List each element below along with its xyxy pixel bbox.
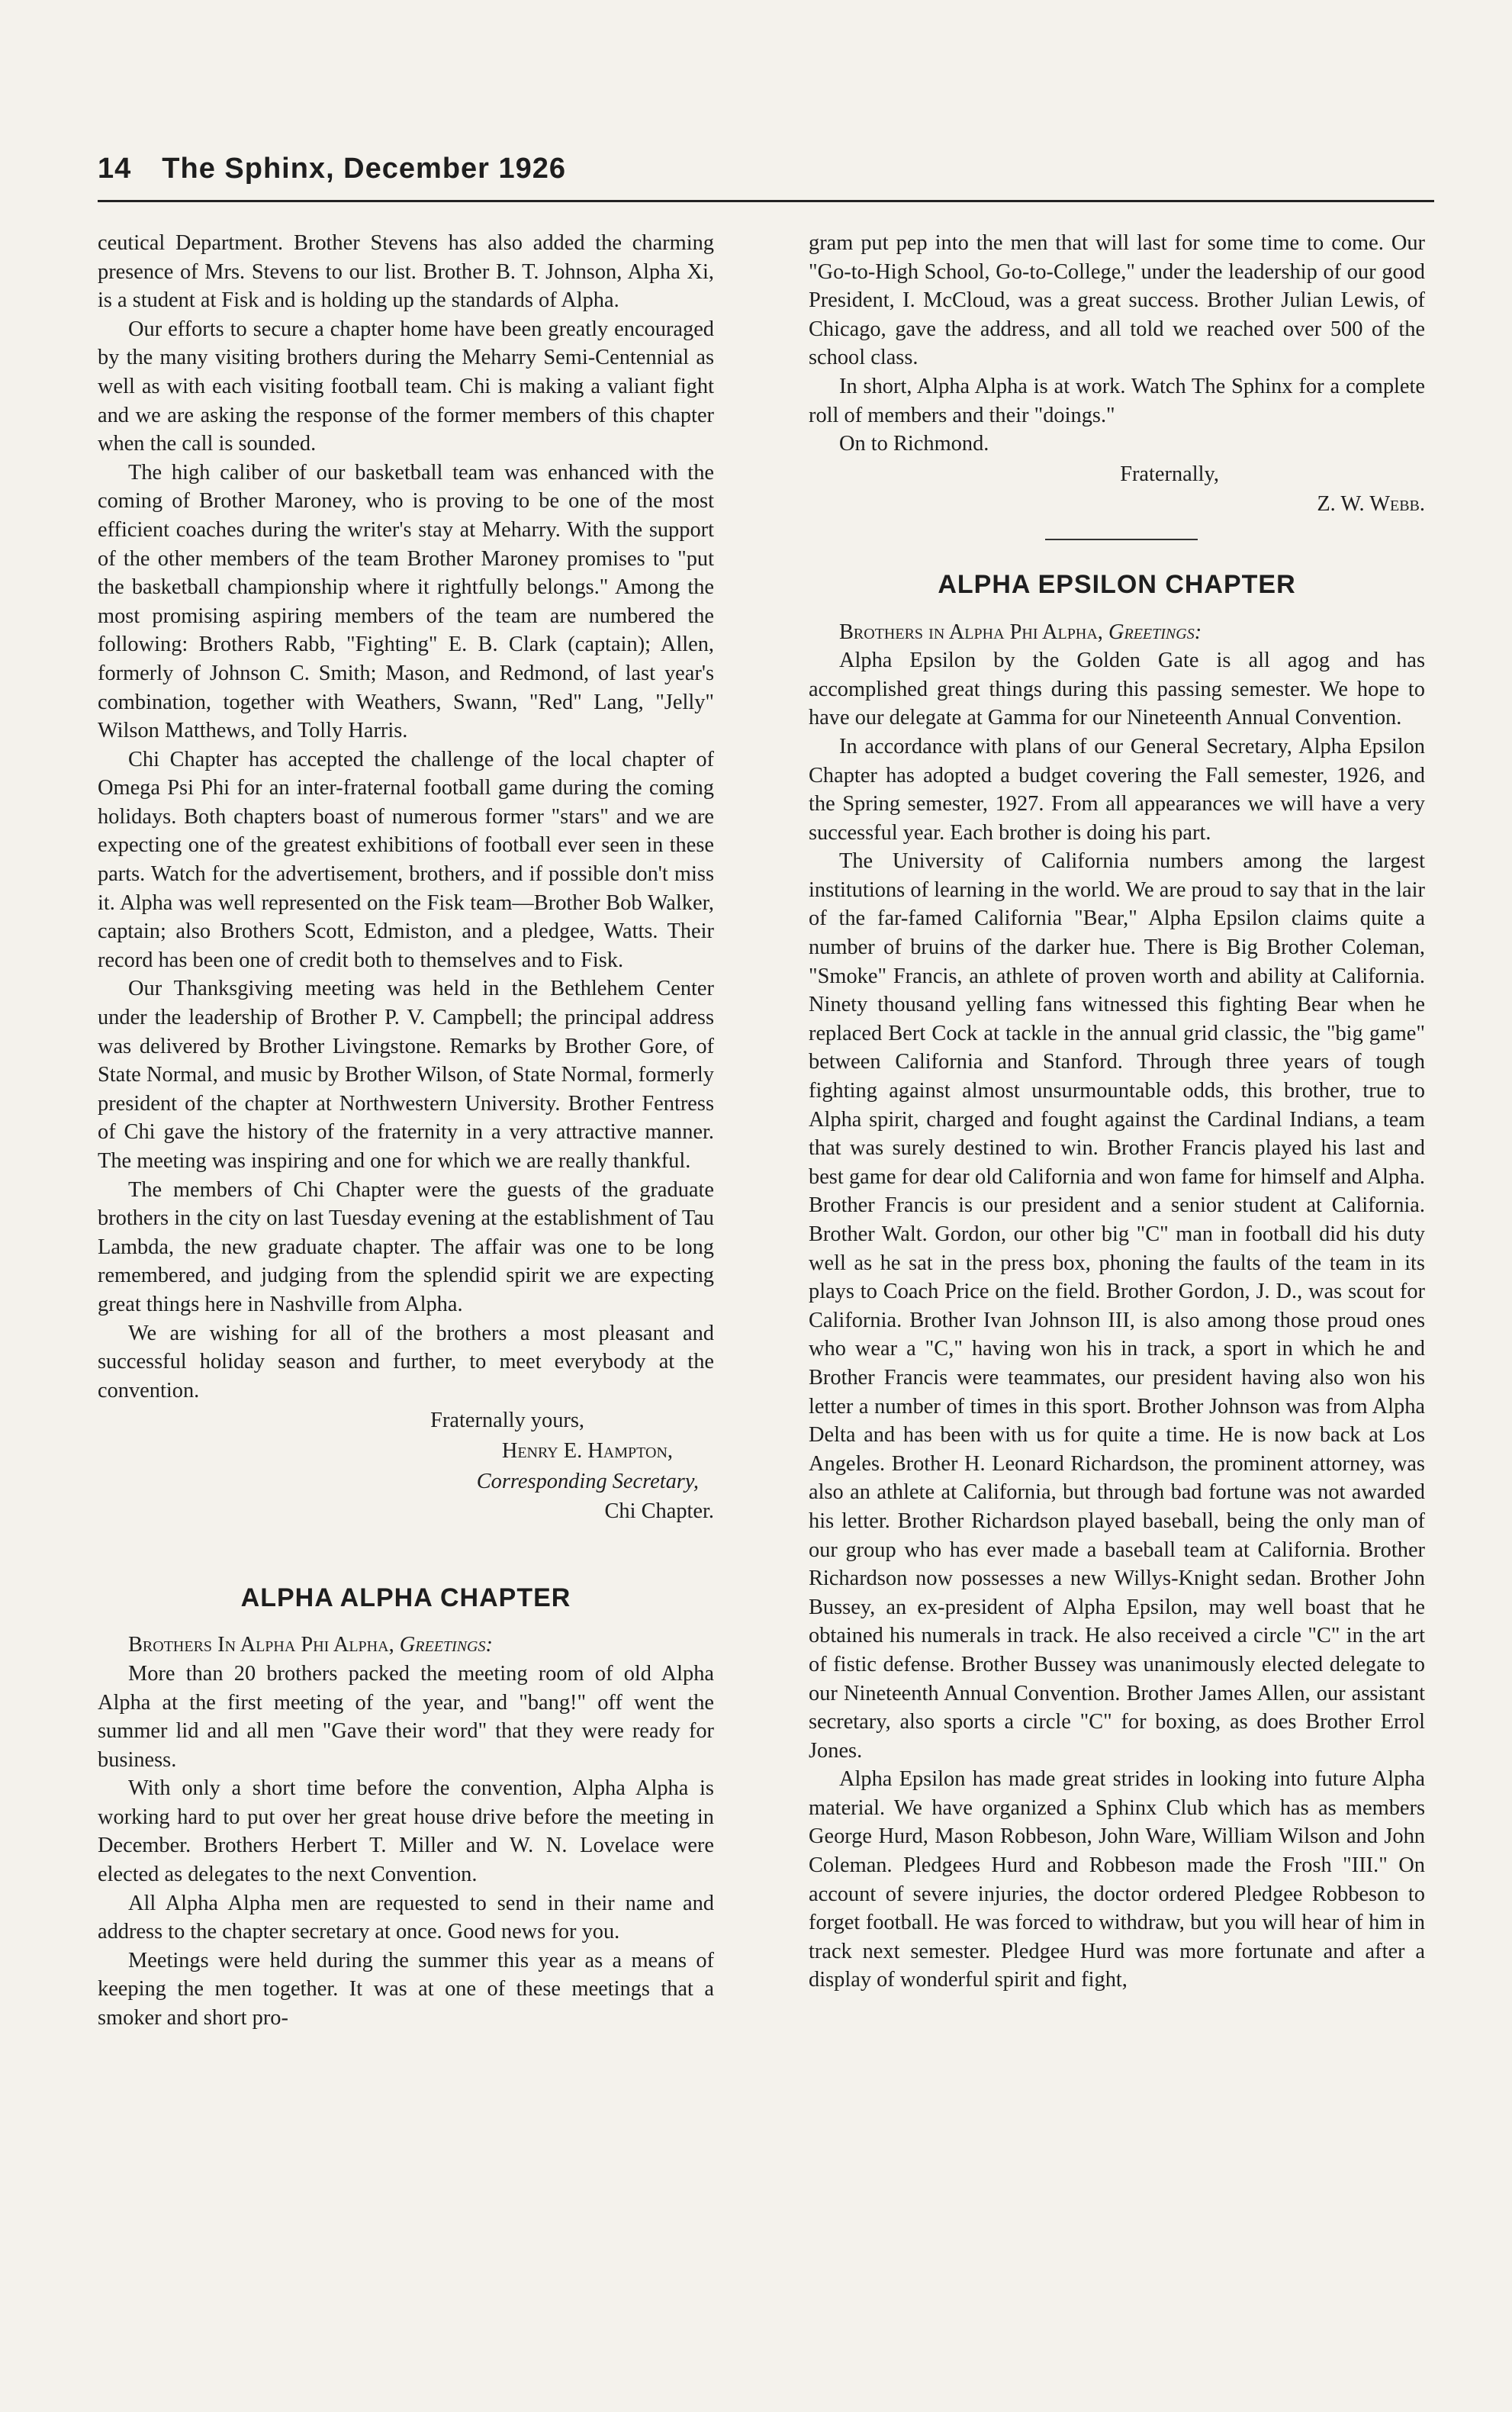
alpha-alpha-paragraph: In short, Alpha Alpha is at work. Watch The Sphinx for a complete roll of members and their "doings." bbox=[809, 374, 1425, 427]
salutation-brothers: Brothers in Alpha Phi Alpha, bbox=[839, 620, 1103, 644]
alpha-alpha-paragraph: With only a short time before the convention, Alpha Alpha is working hard to put over her great house drive before the meeting in December. Brothers Herbert T. Miller and W. N. Lovelace were elected as delegates to the next Convention. bbox=[98, 1776, 714, 1887]
alpha-epsilon-paragraph: The University of California numbers among the largest institutions of learning in the world. We are proud to say that in the lair of the far-famed California "Bear," Alpha Epsilon claims quite a number of bruins of the darker hue. There is Big Brother Coleman, "Smoke" Francis, an athlete of proven worth and ability at California. Ninety thousand yelling fans witnessed this fighting Bear when he replaced Bert Cock at tackle in the annual grid classic, the "big game" between California and Stanford. Through three years of tough fighting against almost unsurmountable odds, this brother, true to Alpha spirit, charged and fought against the Cardinal Indians, a team that was surely destined to win. Brother Francis played his last and best game for dear old California and won fame for himself and Alpha. Brother Francis is our president and a senior student at California. Brother Walt. Gordon, our other big "C" man in football did his duty well as he sat in the press box, phoning the faults of the team in its plays to Coach Price on the field. Brother Gordon, J. D., was scout for California. Brother Ivan Johnson III, is also among those proud ones who wear a "C," having won his in track, a sport in which he and Brother Francis were teammates, our president having also won his letter a number of times in this sport. Brother Johnson was from Alpha Delta and has been with us for quite a time. He is now back at Los Angeles. Brother H. Leonard Richardson, the prominent attorney, was also an athlete at California, but through bad fortune was not awarded his letter. Brother Richardson played baseball, being the only man of our group who has ever made a baseball team at California. Brother Richardson now possesses a new Willys-Knight sedan. Brother John Bussey, an ex-president of Alpha Epsilon, may well boast that he obtained his numerals in track. He also received a circle "C" in the art of fistic defense. Brother Bussey was unanimously elected delegate to our Nineteenth Annual Convention. Brother James Allen, our assistant secretary, also sports a circle "C" for boxing, as does Brother Errol Jones. bbox=[809, 849, 1425, 1763]
running-header bbox=[98, 153, 1434, 195]
salutation-brothers: Brothers In Alpha Phi Alpha, bbox=[128, 1633, 394, 1657]
header-rule bbox=[98, 200, 1434, 202]
alpha-epsilon-salutation bbox=[809, 618, 1425, 647]
alpha-alpha-paragraph: On to Richmond. bbox=[839, 432, 989, 456]
chi-signature-chapter: Chi Chapter. bbox=[604, 1499, 714, 1524]
chi-paragraph: Our efforts to secure a chapter home have been greatly encouraged by the many visiting brothers during the Meharry Semi-Centennial as well as with each visiting football team. Chi is making a valiant fight and we are asking the response of the former members of this chapter when the call is sounded. bbox=[98, 317, 714, 456]
chi-signature-role: Corresponding Secretary, bbox=[476, 1469, 699, 1493]
section-divider bbox=[1045, 539, 1198, 540]
left-column bbox=[98, 229, 714, 2033]
alpha-epsilon-paragraph: Alpha Epsilon has made great strides in looking into future Alpha material. We have organized a Sphinx Club which has as members George Hurd, Mason Robbeson, John Ware, William Wilson and John Coleman. Pledgees Hurd and Robbeson made the Frosh "III." On account of severe injuries, the doctor ordered Pledgee Robbeson to forget football. He was forced to withdraw, but you will hear of him in track next semester. Pledgee Hurd was more fortunate and after a display of wonderful spirit and fight, bbox=[809, 1767, 1425, 1992]
chi-signature-closing: Fraternally yours, bbox=[430, 1409, 584, 1433]
alpha-epsilon-paragraph: In accordance with plans of our General Secretary, Alpha Epsilon Chapter has adopted a budget covering the Fall semester, 1926, and the Spring semester, 1927. From all appearances we will have a very successful year. Each brother is doing his part. bbox=[809, 734, 1425, 845]
chi-paragraph: Chi Chapter has accepted the challenge of the local chapter of Omega Psi Phi for an inter-fraternal football game during the coming holidays. Both chapters boast of numerous former "stars" and we are expecting one of the greatest exhibitions of football ever seen in these parts. Watch for the advertisement, brothers, and if possible don't miss it. Alpha was well represented on the Fisk team—Brother Bob Walker, captain; also Brothers Scott, Edmiston, and a pledgee, Watts. Their record has been one of credit both to themselves and to Fisk. bbox=[98, 747, 714, 972]
alpha-alpha-heading: ALPHA ALPHA CHAPTER bbox=[240, 1583, 571, 1612]
chi-paragraph: Our Thanksgiving meeting was held in the Bethlehem Center under the leadership of Brother P. V. Campbell; the principal address was delivered by Brother Livingstone. Remarks by Brother Gore, of State Normal, and music by Brother Wilson, of State Normal, formerly president of the chapter at Northwestern University. Brother Fentress of Chi gave the history of the fraternity in a very attractive manner. The meeting was inspiring and one for which we are really thankful. bbox=[98, 977, 714, 1173]
page-number: 14 bbox=[98, 153, 132, 185]
right-column bbox=[809, 229, 1425, 1995]
salutation-greetings: Greetings: bbox=[1108, 620, 1202, 644]
alpha-epsilon-paragraph: Alpha Epsilon by the Golden Gate is all agog and has accomplished great things during this passing semester. We hope to have our delegate at Gamma for our Nineteenth Annual Convention. bbox=[809, 649, 1425, 730]
alpha-alpha-paragraph: More than 20 brothers packed the meeting room of old Alpha Alpha at the first meeting of the year, and "bang!" off went the summer lid and all men "Gave their word" that they were ready for business. bbox=[98, 1661, 714, 1772]
chi-paragraph: The members of Chi Chapter were the guests of the graduate brothers in the city on last Tuesday evening at the establishment of Tau Lambda, the new graduate chapter. The affair was one to be long remembered, and judging from the splendid spirit we are expecting great things here in Nashville from Alpha. bbox=[98, 1177, 714, 1316]
publication-title: The Sphinx, December 1926 bbox=[162, 153, 567, 185]
chi-signature-name: Henry E. Hampton, bbox=[501, 1438, 673, 1463]
alpha-alpha-paragraph: gram put pep into the men that will last for some time to come. Our "Go-to-High School, Go-to-College," under the leadership of our good President, I. McCloud, was a great success. Brother Julian Lewis, of Chicago, gave the address, and all told we reached over 500 of the school class. bbox=[809, 231, 1425, 370]
alpha-alpha-signature-name: Z. W. Webb. bbox=[1317, 492, 1425, 517]
alpha-alpha-salutation bbox=[98, 1631, 714, 1660]
chi-paragraph: ceutical Department. Brother Stevens has also added the charming presence of Mrs. Stevens to our list. Brother B. T. Johnson, Alpha Xi, is a student at Fisk and is holding up the standards of Alpha. bbox=[98, 231, 714, 313]
alpha-alpha-paragraph: Meetings were held during the summer this year as a means of keeping the men together. It was at one of these meetings that a smoker and short pro- bbox=[98, 1948, 714, 2030]
salutation-greetings: Greetings: bbox=[399, 1633, 493, 1657]
chi-paragraph: We are wishing for all of the brothers a most pleasant and successful holiday season and further, to meet everybody at the convention. bbox=[98, 1321, 714, 1402]
alpha-epsilon-heading: ALPHA EPSILON CHAPTER bbox=[938, 569, 1296, 599]
alpha-alpha-signature-closing: Fraternally, bbox=[1120, 462, 1219, 486]
chi-paragraph: The high caliber of our basketball team was enhanced with the coming of Brother Maroney, who is proving to be one of the most efficient coaches during the writer's stay at Meharry. With the support of the other members of the team Brother Maroney promises to "put the basketball championship where it rightfully belongs." Among the most promising aspiring members of the team are numbered the following: Brothers Rabb, "Fighting" E. B. Clark (captain); Allen, formerly of Johnson C. Smith; Mason, and Redmond, of last year's combination, together with Weathers, Swann, "Red" Lang, "Jelly" Wilson Matthews, and Tolly Harris. bbox=[98, 460, 714, 743]
alpha-alpha-paragraph: All Alpha Alpha men are requested to send in their name and address to the chapter secretary at once. Good news for you. bbox=[98, 1891, 714, 1944]
